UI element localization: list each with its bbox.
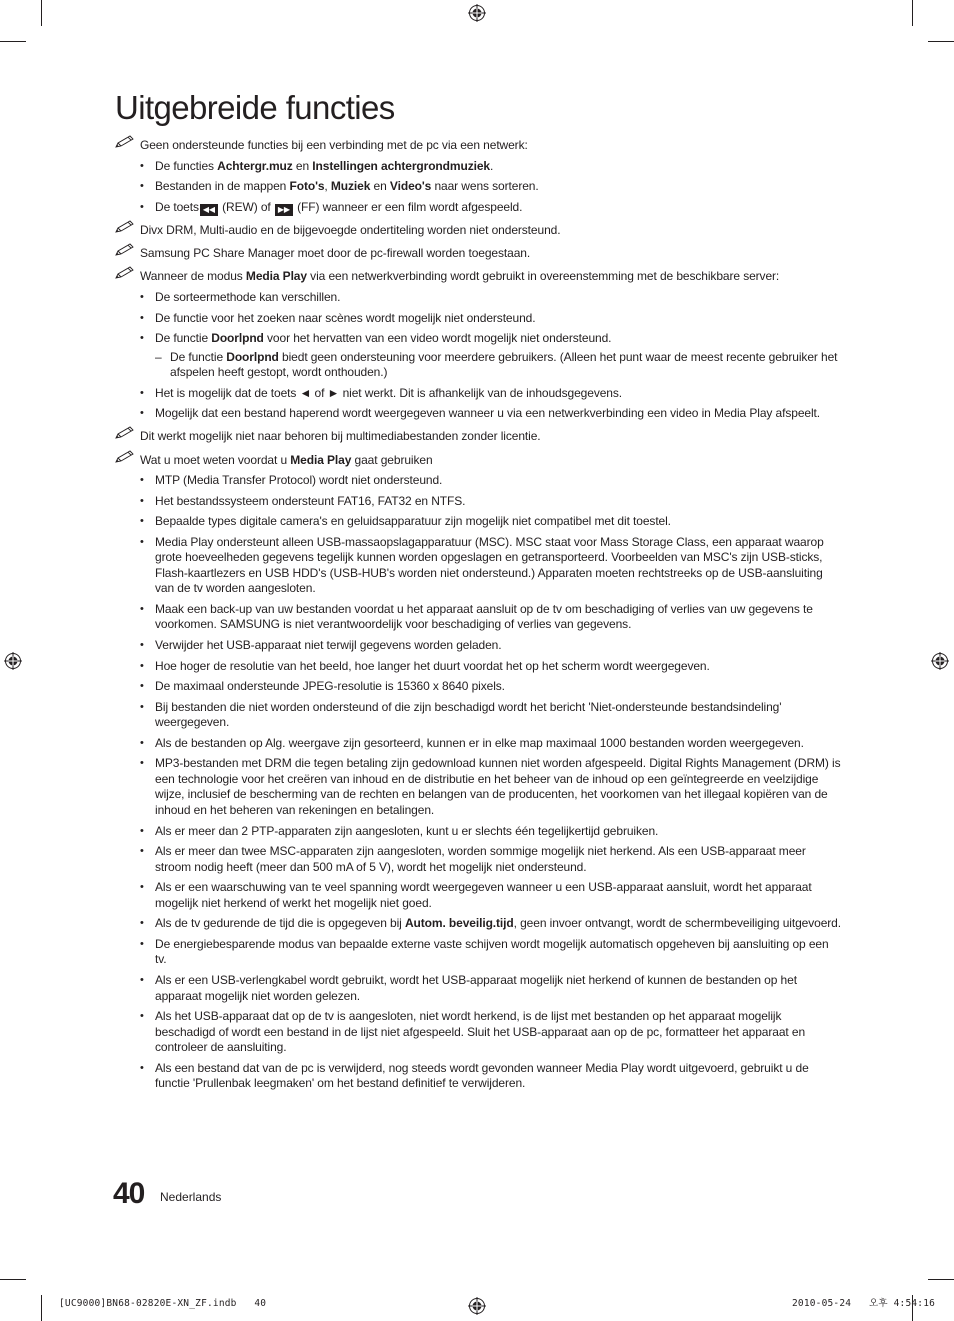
note-pencil-icon [115,266,137,280]
list-item [115,311,841,327]
item-text: en [370,179,390,194]
note-pencil-icon [115,243,137,257]
list-item [115,535,841,597]
item-text: De toets [155,199,199,214]
bullet-icon: • [140,474,144,487]
item-text: MTP (Media Transfer Protocol) wordt niet ondersteund. [155,473,443,488]
crop-mark [41,0,42,26]
bullet-icon: • [140,659,144,672]
item-text: Als er meer dan twee MSC-apparaten zijn aangesloten, worden sommige mogelijk niet herkend. Als een USB-apparaat meer stroom nodig heeft (meer dan 500 mA of 5 V), wordt het mogelijk niet ondersteund. [155,844,806,874]
registration-mark-icon [468,4,486,22]
registration-mark-icon [931,652,949,670]
bullet-icon: • [140,974,144,987]
list-item [115,473,841,489]
list-item [115,916,841,932]
item-text: Als de bestanden op Alg. weergave zijn gesorteerd, kunnen er in elke map maximaal 1000 bestanden worden weergegeven. [155,735,804,750]
list-item [115,179,841,195]
note-text: Divx DRM, Multi-audio en de bijgevoegde ondertiteling worden niet ondersteund. [140,223,561,238]
menu-term: Achtergr.muz [217,158,293,173]
list-item [115,200,841,216]
item-text: Verwijder het USB-apparaat niet terwijl gegevens worden geladen. [155,638,502,652]
item-text: De functie [155,331,212,346]
item-text: Als een bestand dat van de pc is verwijderd, nog steeds wordt gevonden wanneer Media Play wordt uitgevoerd, gebruikt u de functie 'Prullenbak leegmaken' om het bestand definitief te verwijderen. [155,1060,809,1091]
crop-mark [912,0,913,26]
item-text: en [292,158,313,173]
list-item [115,844,841,875]
list-item [115,736,841,752]
note [115,223,841,239]
bullet-icon: • [140,332,144,345]
list-item [115,973,841,1004]
bullet-icon: • [140,639,144,651]
bullet-icon: • [140,1061,144,1074]
crop-mark [928,41,954,42]
page-language: Nederlands [160,1190,222,1204]
bullet-icon: • [140,845,144,858]
list-item [115,602,841,633]
item-text: voor het hervatten van een video wordt mogelijk niet ondersteund. [263,331,612,346]
bullet-list [115,159,841,216]
item-text: Als het USB-apparaat dat op de tv is aangesloten, niet wordt herkend, is de lijst met bestanden op het apparaat mogelijk beschadigd of wordt een bestand in de lijst niet afgespeeld. Sluit het USB-apparaat aan op de pc, formatteer het apparaat en controleer de aansluiting. [155,1009,806,1055]
bullet-icon: • [140,386,144,399]
menu-term: Autom. beveilig.tijd [404,916,514,931]
list-item [115,638,841,654]
note-text: Wanneer de modus [140,269,246,284]
bullet-icon: • [140,407,144,420]
item-text: . [489,158,494,173]
registration-mark-icon [4,652,22,670]
bullet-list [115,290,841,422]
bullet-icon: • [140,736,144,749]
sub-item [155,350,841,381]
bullet-icon: • [140,680,144,693]
menu-term: Instellingen achtergrondmuziek [312,158,490,173]
item-text: Als er een USB-verlengkabel wordt gebruikt, wordt het USB-apparaat mogelijk niet herkend of kunnen de bestanden op het apparaat mogelijk niet worden gelezen. [155,973,797,1003]
crop-mark [0,1279,26,1280]
bullet-icon: • [140,700,144,713]
note [115,138,841,154]
bullet-icon: • [140,881,144,894]
bullet-icon: • [140,917,144,930]
list-item [115,514,841,530]
bullet-icon: • [140,757,144,770]
item-text: Mogelijk dat een bestand haperend wordt weergegeven wanneer u via een netwerkverbinding een video in Media Play afspeelt. [155,406,821,421]
item-text: De functie voor het zoeken naar scènes wordt mogelijk niet ondersteund. [155,310,536,325]
page-number: 40 [113,1177,145,1210]
note-text: via een netwerkverbinding wordt gebruikt in overeenstemming met de beschikbare server: [306,269,780,284]
note-text: Wat u moet weten voordat u [140,452,291,467]
registration-mark-icon [468,1297,486,1315]
item-text: De sorteermethode kan verschillen. [155,289,341,304]
item-text: De functie [170,349,227,364]
note [115,429,841,445]
menu-term: Foto's [289,179,325,194]
item-text: Maak een back-up van uw bestanden voordat u het apparaat aansluit op de tv om beschadiging of verlies van uw gegevens te voorkomen. SAMSUNG is niet verantwoordelijk voor beschadiging of verlies van gegevens. [155,601,813,632]
note-pencil-icon [115,220,137,234]
list-item [115,1061,841,1092]
bullet-icon: • [140,937,144,950]
item-text: Als er een waarschuwing van te veel spanning wordt weergegeven wanneer u een USB-apparaat aansluit, wordt het apparaat mogelijk niet herkend of werkt het mogelijk niet goed. [155,880,812,910]
menu-term: Doorlpnd [226,349,279,364]
note-pencil-icon [115,426,137,440]
note [115,269,841,285]
menu-term: Muziek [330,179,371,194]
menu-term: Media Play [245,269,307,284]
list-item [115,331,841,381]
list-item [115,700,841,731]
item-text: (FF) wanneer er een film wordt afgespeeld. [293,199,523,214]
menu-term: Media Play [290,452,352,467]
fast-forward-icon: ▶▶ [275,204,293,216]
list-item [115,824,841,840]
item-text: De maximaal ondersteunde JPEG-resolutie is 15360 x 8640 pixels. [155,679,505,694]
list-item [115,1009,841,1056]
item-text: De energiebesparende modus van bepaalde externe vaste schijven wordt mogelijk automatisch opgeheven bij aansluiting op een tv. [155,936,829,967]
bullet-icon: • [140,290,144,303]
bullet-icon: • [140,200,144,213]
bullet-icon: • [140,159,144,172]
list-item [115,880,841,911]
item-text: Als de tv gedurende de tijd die is opgegeven bij [155,916,405,931]
print-slug-date: 2010-05-24 오후 4:54:16 [792,1298,936,1309]
item-text: Als er meer dan 2 PTP-apparaten zijn aangesloten, kunt u er slechts één tegelijkertijd gebruiken. [155,823,659,838]
list-item [115,406,841,422]
item-text: Bij bestanden die niet worden ondersteund of die zijn beschadigd wordt het bericht 'Niet-ondersteunde bestandsindeling' weergegeven. [155,699,782,730]
item-text: , [324,179,331,194]
note [115,453,841,469]
item-text: , geen invoer ontvangt, wordt de schermbeveiliging uitgevoerd. [513,916,841,931]
bullet-icon: • [140,602,144,615]
item-text: biedt geen ondersteuning voor meerdere gebruikers. (Alleen het punt waar de meest recente gebruiker het afspelen heeft gestopt, wordt onthouden.) [170,349,838,380]
item-text: MP3-bestanden met DRM die tegen betaling zijn gedownload kunnen niet worden afgespeeld. Digital Rights Management (DRM) is een technologie voor het creëren van inhoud en de distributie en het beheer van de inhoud op een geïntegreerde en veelzijdige wijze, inclusief de bescherming van de rechten en belangen van de producenten, het voorkomen van het illegaal kopiëren van de inhoud en het beheren van rekeningen en betalingen. [155,756,841,817]
item-text: Media Play ondersteunt alleen USB-massaopslagapparatuur (MSC). MSC staat voor Mass Storage Class, een apparaat waarop grote hoeveelheden gegevens tegelijk kunnen worden opgeslagen en getransporteerd. Voorbeelden van MSC's zijn USB-sticks, Flash-kaartlezers en USB HDD's (USB-HUB's worden niet ondersteund.) Apparaten moeten rechtstreeks op de USB-aansluiting van de tv worden aangesloten. [155,534,824,596]
item-text: Bestanden in de mappen [155,179,290,194]
bullet-icon: • [140,311,144,324]
bullet-icon: • [140,515,144,528]
note-pencil-icon [115,135,137,149]
print-slug-file: [UC9000]BN68-02820E-XN_ZF.indb 40 [59,1298,267,1309]
note [115,246,841,262]
list-item [115,494,841,510]
note-pencil-icon [115,450,137,464]
note-text: Dit werkt mogelijk niet naar behoren bij multimediabestanden zonder licentie. [140,429,541,444]
menu-term: Doorlpnd [211,331,264,346]
item-text: Het is mogelijk dat de toets ◄ of ► niet werkt. Dit is afhankelijk van de inhoudsgegevens. [155,385,622,400]
note-text: Geen ondersteunde functies bij een verbinding met de pc via een netwerk: [140,138,528,152]
note-text: gaat gebruiken [351,452,433,467]
crop-mark [0,41,26,42]
bullet-icon: • [140,535,144,548]
list-item [115,386,841,402]
list-item [115,290,841,306]
item-text: Hoe hoger de resolutie van het beeld, hoe langer het duurt voordat het op het scherm wordt weergegeven. [155,658,710,673]
item-text: (REW) of [218,199,274,214]
dash-marker: – [155,349,162,364]
page-content [115,138,841,1092]
bullet-icon: • [140,494,144,507]
item-text: Bepaalde types digitale camera's en geluidsapparatuur zijn mogelijk niet compatibel met dit toestel. [155,514,671,529]
list-item [115,756,841,818]
page-title: Uitgebreide functies [115,89,395,126]
crop-mark [41,1295,42,1321]
bullet-icon: • [140,1010,144,1023]
note-text: Samsung PC Share Manager moet door de pc-firewall worden toegestaan. [140,246,531,261]
list-item [115,659,841,675]
rewind-icon: ◀◀ [200,204,218,216]
crop-mark [928,1279,954,1280]
list-item [115,159,841,175]
bullet-icon: • [140,824,144,837]
list-item [115,937,841,968]
menu-term: Video's [389,179,432,194]
item-text: naar wens sorteren. [431,179,539,194]
list-item [115,679,841,695]
item-text: Het bestandssysteem ondersteunt FAT16, FAT32 en NTFS. [155,493,466,508]
bullet-icon: • [140,180,144,193]
item-text: De functies [155,158,218,173]
bullet-list [115,473,841,1092]
